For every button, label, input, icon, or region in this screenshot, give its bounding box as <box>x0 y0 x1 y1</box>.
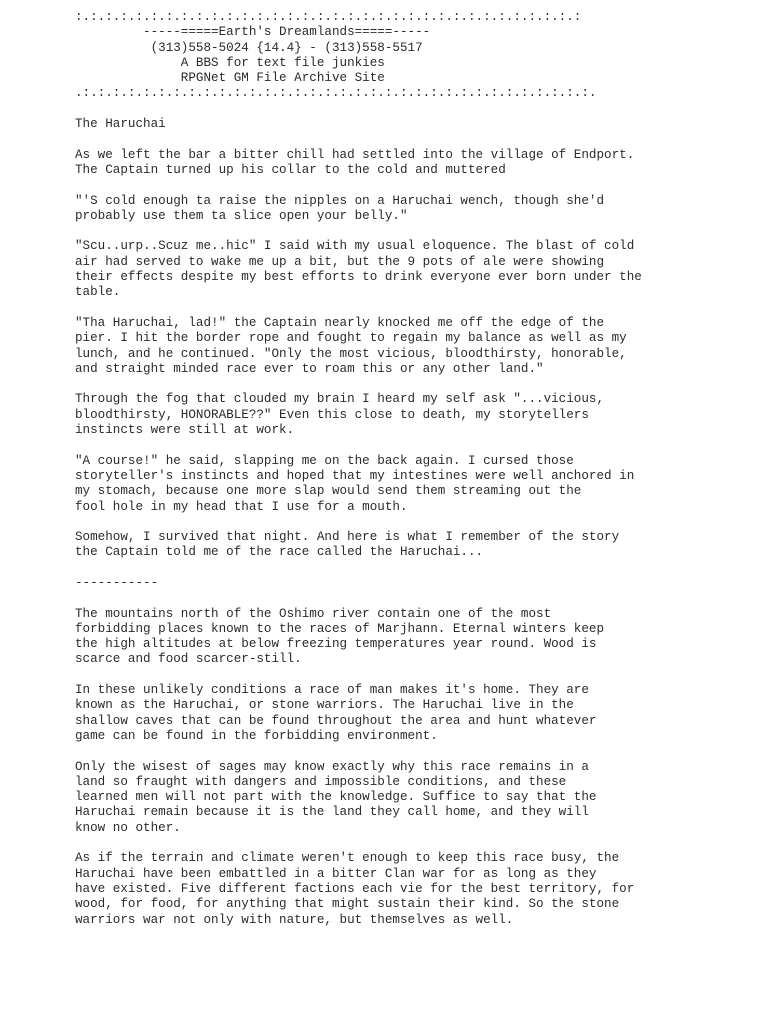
header-border-top: :.:.:.:.:.:.:.:.:.:.:.:.:.:.:.:.:.:.:.:.:.:.:.:.:.:.:.:.:.:.:.:.:.: <box>75 10 582 24</box>
text-line: learned men will not part with the knowledge. Suffice to say that the <box>75 790 597 805</box>
header-bbs-name: -----=====Earth's Dreamlands=====----- <box>75 25 431 40</box>
header-archive-site: RPGNet GM File Archive Site <box>75 71 385 86</box>
paragraph <box>75 454 755 515</box>
text-line: scarce and food scarcer-still. <box>75 652 302 667</box>
text-line: fool hole in my head that I use for a mouth. <box>75 499 408 514</box>
text-line: shallow caves that can be found throughout the area and hunt whatever <box>75 713 597 728</box>
header-border-bottom: .:.:.:.:.:.:.:.:.:.:.:.:.:.:.:.:.:.:.:.:.:.:.:.:.:.:.:.:.:.:.:.:.:.:. <box>75 86 597 101</box>
text-line: Only the wisest of sages may know exactly why this race remains in a <box>75 759 589 774</box>
paragraph <box>75 607 755 668</box>
paragraph <box>75 392 755 438</box>
text-line: "Scu..urp..Scuz me..hic" I said with my usual eloquence. The blast of cold <box>75 239 635 254</box>
text-line: have existed. Five different factions each vie for the best territory, for <box>75 881 635 896</box>
text-line: instincts were still at work. <box>75 423 295 438</box>
text-line: "Tha Haruchai, lad!" the Captain nearly knocked me off the edge of the <box>75 315 605 330</box>
spacer <box>75 668 755 683</box>
text-line: and straight minded race ever to roam this or any other land." <box>75 361 544 376</box>
text-line: wood, for food, for anything that might sustain their kind. So the stone <box>75 897 620 912</box>
header-tagline: A BBS for text file junkies <box>75 55 385 70</box>
text-line: bloodthirsty, HONORABLE??" Even this close to death, my storytellers <box>75 407 589 422</box>
text-line: In these unlikely conditions a race of man makes it's home. They are <box>75 683 589 698</box>
text-line: As we left the bar a bitter chill had settled into the village of Endport. <box>75 147 635 162</box>
paragraph <box>75 530 755 561</box>
text-line: land so fraught with dangers and impossible conditions, and these <box>75 774 567 789</box>
text-line: Haruchai remain because it is the land they call home, and they will <box>75 805 589 820</box>
spacer <box>75 224 755 239</box>
spacer <box>75 561 755 576</box>
document-page <box>75 10 755 928</box>
spacer <box>75 591 755 606</box>
text-line: table. <box>75 285 121 300</box>
bbs-header <box>75 10 755 102</box>
spacer <box>75 132 755 147</box>
text-line: Somehow, I survived that night. And here is what I remember of the story <box>75 530 620 545</box>
spacer <box>75 515 755 530</box>
section-divider <box>75 576 755 591</box>
text-line: their effects despite my best efforts to drink everyone ever born under the <box>75 270 642 285</box>
paragraph <box>75 239 755 300</box>
text-line: The mountains north of the Oshimo river contain one of the most <box>75 606 552 621</box>
spacer <box>75 744 755 759</box>
text-line: lunch, and he continued. "Only the most vicious, bloodthirsty, honorable, <box>75 346 627 361</box>
text-line: "A course!" he said, slapping me on the back again. I cursed those <box>75 453 574 468</box>
text-line: storyteller's instincts and hoped that my intestines were well anchored in <box>75 468 635 483</box>
text-line: The Captain turned up his collar to the cold and muttered <box>75 162 506 177</box>
document-title: The Haruchai <box>75 117 166 132</box>
text-line: Through the fog that clouded my brain I heard my self ask "...vicious, <box>75 392 605 407</box>
text-line: pier. I hit the border rope and fought to regain my balance as well as my <box>75 331 627 346</box>
text-line: probably use them ta slice open your belly." <box>75 208 408 223</box>
spacer <box>75 301 755 316</box>
paragraph <box>75 148 755 179</box>
text-line: warriors war not only with nature, but themselves as well. <box>75 912 514 927</box>
text-line: my stomach, because one more slap would send them streaming out the <box>75 484 582 499</box>
text-line: As if the terrain and climate weren't enough to keep this race busy, the <box>75 851 620 866</box>
paragraph <box>75 683 755 744</box>
spacer <box>75 377 755 392</box>
header-phone-numbers: (313)558-5024 {14.4} - (313)558-5517 <box>75 40 423 55</box>
paragraph <box>75 316 755 377</box>
text-line: the Captain told me of the race called the Haruchai... <box>75 545 484 560</box>
paragraph <box>75 851 755 927</box>
spacer <box>75 836 755 851</box>
spacer <box>75 178 755 193</box>
document-body <box>75 132 755 927</box>
text-line: ----------- <box>75 575 159 590</box>
text-line: game can be found in the forbidding environment. <box>75 728 438 743</box>
text-line: Haruchai have been embattled in a bitter Clan war for as long as they <box>75 866 597 881</box>
spacer <box>75 102 755 117</box>
text-line: know no other. <box>75 820 181 835</box>
text-line: known as the Haruchai, or stone warriors. The Haruchai live in the <box>75 698 574 713</box>
text-line: the high altitudes at below freezing temperatures year round. Wood is <box>75 637 597 652</box>
text-line: forbidding places known to the races of Marjhann. Eternal winters keep <box>75 621 605 636</box>
text-line: "'S cold enough ta raise the nipples on a Haruchai wench, though she'd <box>75 193 605 208</box>
spacer <box>75 438 755 453</box>
paragraph <box>75 760 755 836</box>
text-line: air had served to wake me up a bit, but the 9 pots of ale were showing <box>75 254 605 269</box>
paragraph <box>75 194 755 225</box>
